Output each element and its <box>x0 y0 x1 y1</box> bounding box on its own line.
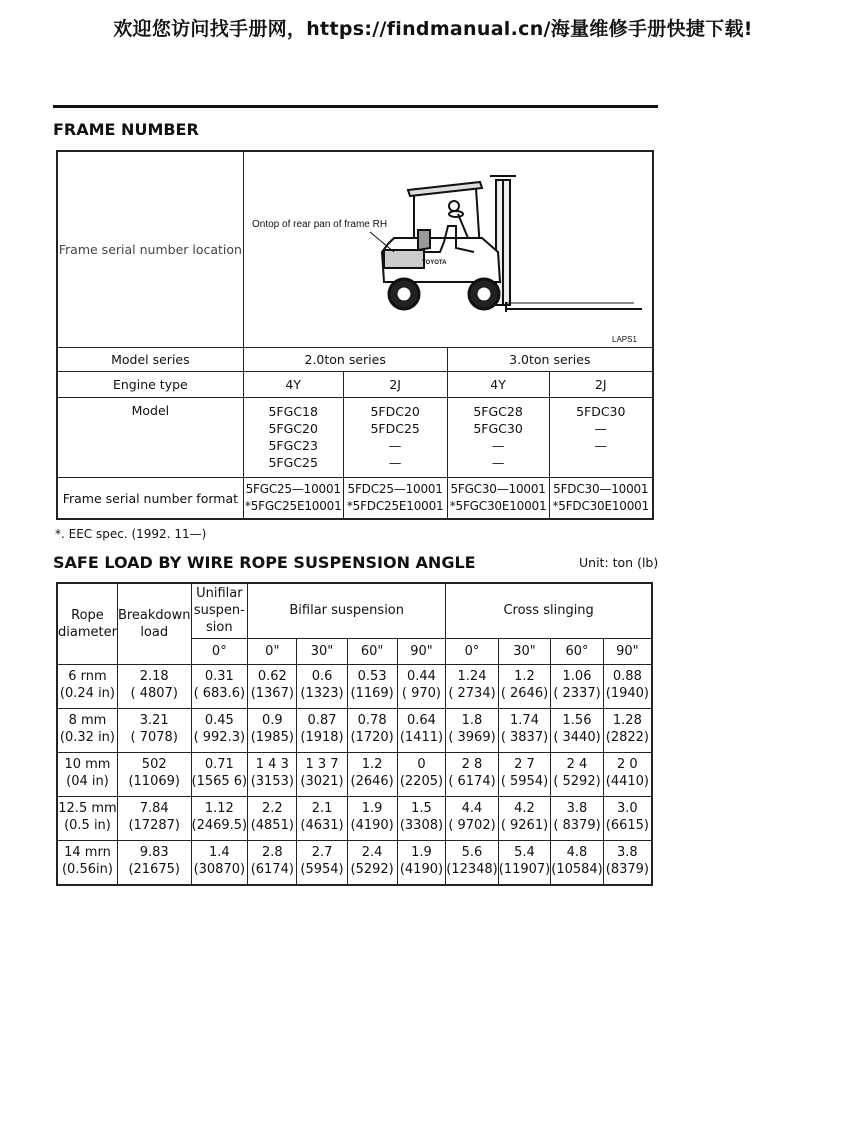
model-series-label: Model series <box>57 348 243 372</box>
rope-diameter-cell <box>57 841 117 886</box>
safe-load-rows <box>57 665 652 886</box>
cell-text: 502 <box>141 757 167 772</box>
cell-text: (1565 6) <box>191 774 248 789</box>
cell-text: 0.71 <box>204 757 234 772</box>
load-cell <box>191 797 248 841</box>
cell-text: (0.56in) <box>61 862 113 877</box>
cell-text: 0 <box>417 757 426 772</box>
cell-text: 7.84 <box>139 801 169 816</box>
cell-text: 2.8 <box>261 845 283 860</box>
rope-diameter-cell <box>57 753 117 797</box>
cell-text: 3.8 <box>566 801 588 816</box>
load-cell <box>297 753 347 797</box>
model-list <box>549 398 653 478</box>
cell-text: 0.44 <box>406 669 436 684</box>
load-cell <box>191 753 248 797</box>
cell-text: 14 mrn <box>64 845 111 860</box>
cell-text: 6 rnm <box>68 669 107 684</box>
cell-text: 1.28 <box>612 713 642 728</box>
model-name: 5FGC18 <box>268 404 318 419</box>
serial-format: *5FGC30E10001 <box>449 499 547 513</box>
load-cell <box>347 665 397 709</box>
format-cell <box>243 478 343 520</box>
model-name: — <box>491 438 505 453</box>
cell-text: (2205) <box>399 774 444 789</box>
frame-number-table <box>56 150 654 520</box>
safe-load-title: SAFE LOAD BY WIRE ROPE SUSPENSION ANGLE <box>53 553 476 572</box>
header-breakdown-load <box>117 583 191 665</box>
angle-header: 30" <box>297 638 347 664</box>
engine-cell: 2J <box>343 372 447 398</box>
cell-text: 2 4 <box>566 757 588 772</box>
frame-number-title: FRAME NUMBER <box>53 120 199 139</box>
cell-text: (12348) <box>446 862 498 877</box>
angle-header: 30" <box>498 638 551 664</box>
header-text: load <box>140 625 169 640</box>
cell-text: (1169) <box>350 686 394 701</box>
load-cell <box>117 709 191 753</box>
model-list <box>343 398 447 478</box>
cell-text: (30870) <box>193 862 246 877</box>
load-cell <box>446 797 499 841</box>
cell-text: 0.78 <box>357 713 387 728</box>
load-cell <box>248 797 297 841</box>
load-cell <box>117 797 191 841</box>
cell-text: 1 4 3 <box>255 757 289 772</box>
model-name: — <box>594 421 608 436</box>
model-name: — <box>594 438 608 453</box>
load-cell <box>297 841 347 886</box>
cell-text: 2.1 <box>311 801 333 816</box>
rope-diameter-cell <box>57 797 117 841</box>
cell-text: 2.2 <box>261 801 283 816</box>
model-name: 5FGC25 <box>268 455 318 470</box>
load-cell <box>248 665 297 709</box>
load-cell <box>347 709 397 753</box>
cell-text: 2 0 <box>617 757 638 772</box>
load-cell <box>603 797 652 841</box>
cell-text: 0.87 <box>307 713 337 728</box>
cell-text: (21675) <box>128 862 180 877</box>
cell-text: (1720) <box>350 730 394 745</box>
cell-text: 0.45 <box>204 713 234 728</box>
load-cell <box>248 841 297 886</box>
eec-note: *. EEC spec. (1992. 11—) <box>55 527 207 541</box>
cell-text: 5.6 <box>461 845 483 860</box>
header-rope-diameter <box>57 583 117 665</box>
load-cell <box>498 753 551 797</box>
serial-format: *5FDC30E10001 <box>552 499 650 513</box>
forklift-illustration <box>244 152 652 347</box>
cell-text: (4631) <box>300 818 344 833</box>
table-row <box>57 753 652 797</box>
cell-text: 9.83 <box>139 845 169 860</box>
load-cell <box>248 753 297 797</box>
model-list <box>243 398 343 478</box>
cell-text: (3021) <box>300 774 344 789</box>
cell-text: 1.8 <box>461 713 483 728</box>
table-row <box>57 665 652 709</box>
cell-text: (4851) <box>250 818 294 833</box>
cell-text: 2.18 <box>139 669 169 684</box>
cell-text: 0.9 <box>261 713 283 728</box>
cell-text: ( 3969) <box>448 730 496 745</box>
cell-text: ( 5292) <box>553 774 601 789</box>
model-name: 5FDC20 <box>370 404 420 419</box>
serial-format: 5FGC30—10001 <box>450 482 546 496</box>
load-cell <box>297 665 347 709</box>
format-cell <box>549 478 653 520</box>
engine-type-label: Engine type <box>57 372 243 398</box>
cell-text: 1.9 <box>361 801 383 816</box>
cell-text: 10 mm <box>64 757 111 772</box>
load-cell <box>498 709 551 753</box>
cell-text: 4.2 <box>514 801 535 816</box>
cell-text: 12.5 mm <box>58 801 117 816</box>
cell-text: ( 6174) <box>448 774 496 789</box>
cell-text: ( 970) <box>401 686 441 701</box>
cell-text: (1985) <box>250 730 294 745</box>
cell-text: 0.53 <box>357 669 387 684</box>
load-cell <box>191 841 248 886</box>
header-text: Rope <box>71 608 104 623</box>
model-name: 5FDC30 <box>576 404 626 419</box>
cell-text: ( 3440) <box>553 730 601 745</box>
cell-text: ( 8379) <box>553 818 601 833</box>
forklift-figure-cell <box>243 151 653 348</box>
load-cell <box>446 753 499 797</box>
angle-header: 0° <box>191 638 248 664</box>
cell-text: 4.8 <box>566 845 588 860</box>
cell-text: 1.06 <box>562 669 592 684</box>
header-text: sion <box>206 620 233 636</box>
engine-cell: 2J <box>549 372 653 398</box>
cell-text: 1.24 <box>457 669 487 684</box>
cell-text: ( 9702) <box>448 818 496 833</box>
cell-text: 3.21 <box>139 713 169 728</box>
location-label: Frame serial number location <box>58 242 242 257</box>
cell-text: 1.56 <box>562 713 592 728</box>
cell-text: 3.0 <box>617 801 638 816</box>
cell-text: (1411) <box>399 730 444 745</box>
format-label: Frame serial number format <box>57 478 243 520</box>
callout-text: Ontop of rear pan of frame RH <box>251 219 387 230</box>
format-cell <box>343 478 447 520</box>
cell-text: (1918) <box>300 730 344 745</box>
load-cell <box>551 753 604 797</box>
load-cell <box>297 797 347 841</box>
load-cell <box>498 841 551 886</box>
angle-header: 60" <box>347 638 397 664</box>
series-3ton: 3.0ton series <box>447 348 653 372</box>
cell-text: (8379) <box>605 862 649 877</box>
load-cell <box>397 841 446 886</box>
load-cell <box>551 841 604 886</box>
cell-text: 8 mm <box>68 713 107 728</box>
cell-text: 0.88 <box>612 669 642 684</box>
load-cell <box>603 709 652 753</box>
engine-cell: 4Y <box>243 372 343 398</box>
angle-header: 90" <box>603 638 652 664</box>
cell-text: 0.62 <box>257 669 287 684</box>
header-text: Unifilar <box>196 586 243 602</box>
load-cell <box>397 797 446 841</box>
cell-text: 1 3 7 <box>305 757 339 772</box>
series-2ton: 2.0ton series <box>243 348 447 372</box>
cell-text: ( 5954) <box>500 774 549 789</box>
model-list <box>447 398 549 478</box>
serial-format: *5FDC25E10001 <box>346 499 444 513</box>
unit-label: Unit: ton (lb) <box>579 555 659 570</box>
svg-text:TOYOTA: TOYOTA <box>421 260 447 266</box>
serial-format: 5FGC25—10001 <box>245 482 341 496</box>
cell-text: (10584) <box>551 862 603 877</box>
cell-text: (4190) <box>399 862 444 877</box>
cell-text: (2822) <box>605 730 649 745</box>
load-cell <box>446 841 499 886</box>
angle-header: 0" <box>248 638 297 664</box>
cell-text: ( 2734) <box>448 686 496 701</box>
cell-text: (4190) <box>350 818 394 833</box>
load-cell <box>551 709 604 753</box>
cell-text: 5.4 <box>514 845 535 860</box>
cell-text: 1.5 <box>411 801 432 816</box>
cell-text: ( 2646) <box>500 686 549 701</box>
cell-text: 1.2 <box>514 669 535 684</box>
cell-text: (5954) <box>300 862 344 877</box>
header-cross: Cross slinging <box>446 583 652 638</box>
cell-text: 2 7 <box>514 757 535 772</box>
angle-header: 0° <box>446 638 499 664</box>
load-cell <box>551 665 604 709</box>
load-cell <box>603 665 652 709</box>
cell-text: (1940) <box>605 686 649 701</box>
model-name: 5FGC20 <box>268 421 318 436</box>
rope-diameter-cell <box>57 665 117 709</box>
cell-text: ( 9261) <box>500 818 549 833</box>
cell-text: (4410) <box>605 774 649 789</box>
cell-text: (17287) <box>128 818 180 833</box>
section-rule <box>53 105 658 108</box>
model-name: 5FGC28 <box>473 404 523 419</box>
cell-text: 0.31 <box>204 669 234 684</box>
figure-code: LAPS1 <box>611 335 637 344</box>
model-name: 5FDC25 <box>370 421 420 436</box>
load-cell <box>248 709 297 753</box>
load-cell <box>297 709 347 753</box>
cell-text: 2 8 <box>461 757 483 772</box>
cell-text: 0.64 <box>406 713 436 728</box>
cell-text: (0.32 in) <box>59 730 115 745</box>
angle-header: 60° <box>551 638 604 664</box>
load-cell <box>551 797 604 841</box>
download-banner: 欢迎您访问找手册网，https://findmanual.cn/海量维修手册快捷下载! <box>113 18 753 40</box>
cell-text: 4.4 <box>461 801 483 816</box>
location-label-cell <box>57 151 243 348</box>
cell-text: 2.4 <box>361 845 383 860</box>
cell-text: (5292) <box>350 862 394 877</box>
table-row <box>57 841 652 886</box>
cell-text: (0.24 in) <box>59 686 115 701</box>
cell-text: (2646) <box>350 774 394 789</box>
load-cell <box>117 665 191 709</box>
load-cell <box>498 797 551 841</box>
safe-load-table <box>56 582 653 886</box>
load-cell <box>446 709 499 753</box>
table-row <box>57 797 652 841</box>
angle-header: 90" <box>397 638 446 664</box>
cell-text: 3.8 <box>617 845 638 860</box>
cell-text: (04 in) <box>66 774 109 789</box>
header-text: suspen- <box>193 603 245 619</box>
model-name: — <box>491 455 505 470</box>
engine-cell: 4Y <box>447 372 549 398</box>
cell-text: (6174) <box>250 862 294 877</box>
cell-text: (1323) <box>300 686 344 701</box>
cell-text: (0.5 in) <box>64 818 111 833</box>
cell-text: ( 7078) <box>130 730 178 745</box>
load-cell <box>397 709 446 753</box>
load-cell <box>397 665 446 709</box>
load-cell <box>603 753 652 797</box>
cell-text: (3308) <box>399 818 444 833</box>
cell-text: 2.7 <box>311 845 333 860</box>
load-cell <box>191 709 248 753</box>
load-cell <box>191 665 248 709</box>
cell-text: 0.6 <box>311 669 333 684</box>
load-cell <box>397 753 446 797</box>
header-text: diameter <box>58 625 117 640</box>
cell-text: (3153) <box>250 774 294 789</box>
model-name: — <box>388 438 402 453</box>
serial-format: 5FDC30—10001 <box>553 482 649 496</box>
load-cell <box>347 753 397 797</box>
rope-diameter-cell <box>57 709 117 753</box>
cell-text: (11907) <box>498 862 551 877</box>
load-cell <box>498 665 551 709</box>
load-cell <box>347 797 397 841</box>
header-bifilar: Bifilar suspension <box>248 583 446 638</box>
cell-text: (2469.5) <box>191 818 248 833</box>
cell-text: ( 3837) <box>500 730 549 745</box>
cell-text: (6615) <box>605 818 649 833</box>
cell-text: ( 992.3) <box>193 730 246 745</box>
load-cell <box>446 665 499 709</box>
load-cell <box>347 841 397 886</box>
cell-text: 1.2 <box>361 757 383 772</box>
model-name: 5FGC30 <box>473 421 523 436</box>
format-cell <box>447 478 549 520</box>
load-cell <box>117 841 191 886</box>
cell-text: (11069) <box>128 774 180 789</box>
header-text: Breakdown <box>117 608 191 623</box>
model-label: Model <box>57 398 243 478</box>
cell-text: 1.12 <box>204 801 234 816</box>
cell-text: 1.4 <box>208 845 230 860</box>
table-row <box>57 709 652 753</box>
serial-format: *5FGC25E10001 <box>244 499 342 513</box>
model-name: — <box>388 455 402 470</box>
cell-text: 1.9 <box>411 845 432 860</box>
serial-format: 5FDC25—10001 <box>347 482 443 496</box>
load-cell <box>117 753 191 797</box>
cell-text: ( 4807) <box>130 686 178 701</box>
cell-text: 1.74 <box>510 713 539 728</box>
model-name: 5FGC23 <box>268 438 318 453</box>
cell-text: ( 2337) <box>553 686 601 701</box>
load-cell <box>603 841 652 886</box>
cell-text: ( 683.6) <box>193 686 246 701</box>
cell-text: (1367) <box>250 686 294 701</box>
header-unifilar <box>191 583 248 638</box>
